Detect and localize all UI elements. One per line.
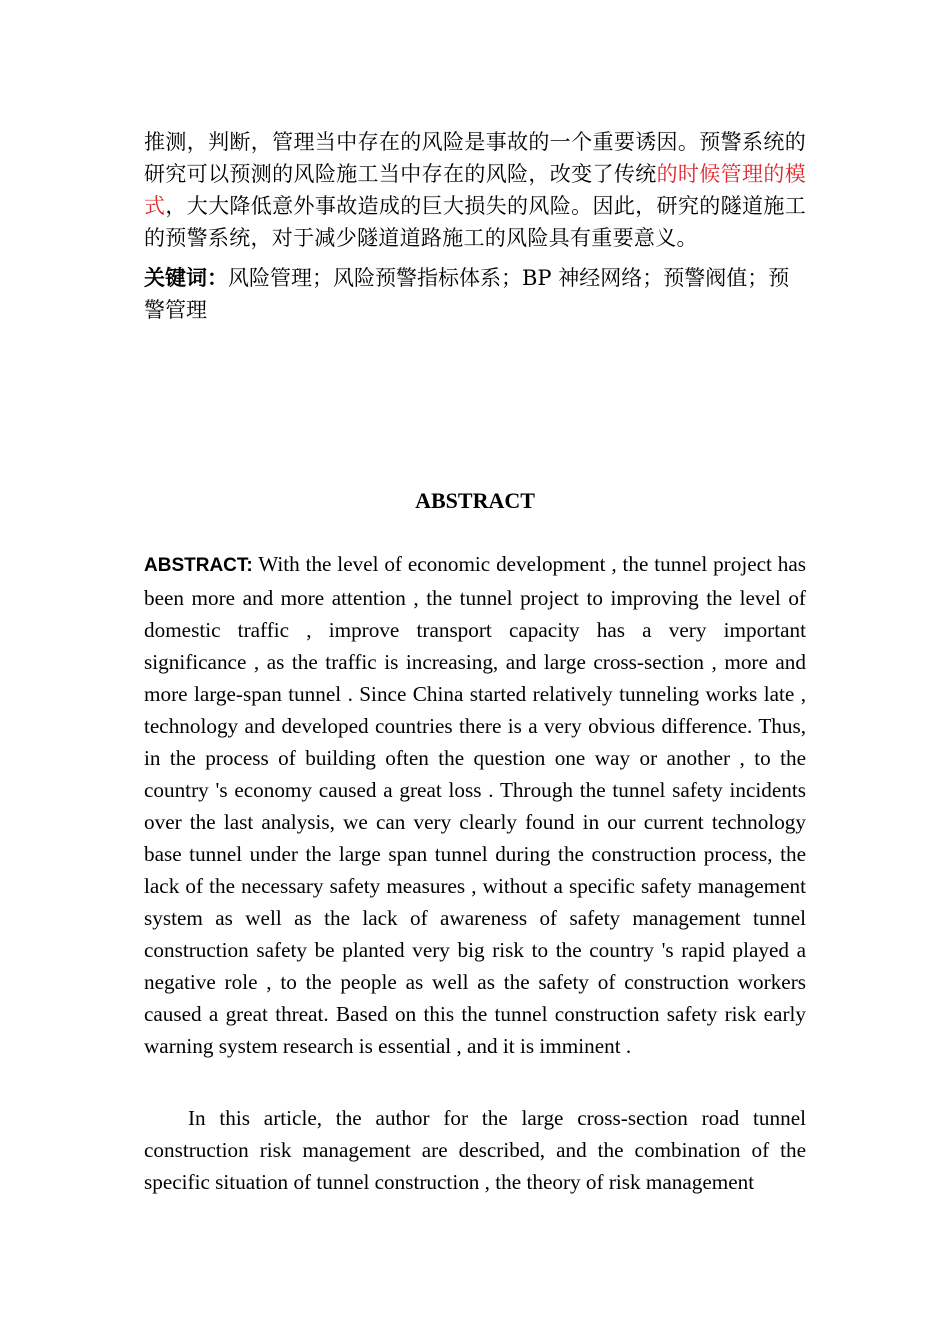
keywords-text: 风险管理；风险预警指标体系；BP 神经网络；预警阀值；预警管理 xyxy=(144,266,790,322)
abstract-heading: ABSTRACT xyxy=(415,488,535,513)
abstract-paragraph-2: In this article, the author for the large cross-section road tunnel construction risk management are described, and the combination of the specific situation of tunnel construction , the theory of risk management xyxy=(144,1106,806,1194)
abstract-paragraph-1 xyxy=(144,548,806,1062)
document-page xyxy=(144,126,806,1194)
abstract-paragraph-1-text: With the level of economic development , the tunnel project has been more and more attention , the tunnel project to improving the level of domestic traffic , improve transport capacity has a very important significance , as the traffic is increasing, and large cross-section , more and more large-span tunnel . Since China started relatively tunneling works late , technology and developed countries there is a very obvious difference. Thus, in the process of building often the question one way or another , to the country 's economy caused a great loss . Through the tunnel safety incidents over the last analysis, we can very clearly found in our current technology base tunnel under the large span tunnel during the construction process, the lack of the necessary safety measures , without a specific safety management system as well as the lack of awareness of safety management tunnel construction safety be planted very big risk to the country 's rapid played a negative role , to the people as well as the safety of construction workers caused a great threat. Based on this the tunnel construction safety risk early warning system research is essential , and it is imminent . xyxy=(144,552,806,1058)
summary-highlighted-text: 的时候管理的模式 xyxy=(144,162,806,218)
keywords-line xyxy=(144,262,806,326)
summary-text-part2: ，大大降低意外事故造成的巨大损失的风险。因此，研究的隧道施工的预警系统，对于减少隧道道路施工的风险具有重要意义。 xyxy=(144,194,806,250)
keywords-label: 关键词： xyxy=(144,266,228,290)
summary-text-part1: 推测，判断，管理当中存在的风险是事故的一个重要诱因。预警系统的研究可以预测的风险施工当中存在的风险，改变了传统 xyxy=(144,130,806,186)
abstract-label: ABSTRACT: xyxy=(144,555,253,576)
chinese-summary-paragraph xyxy=(144,126,806,254)
